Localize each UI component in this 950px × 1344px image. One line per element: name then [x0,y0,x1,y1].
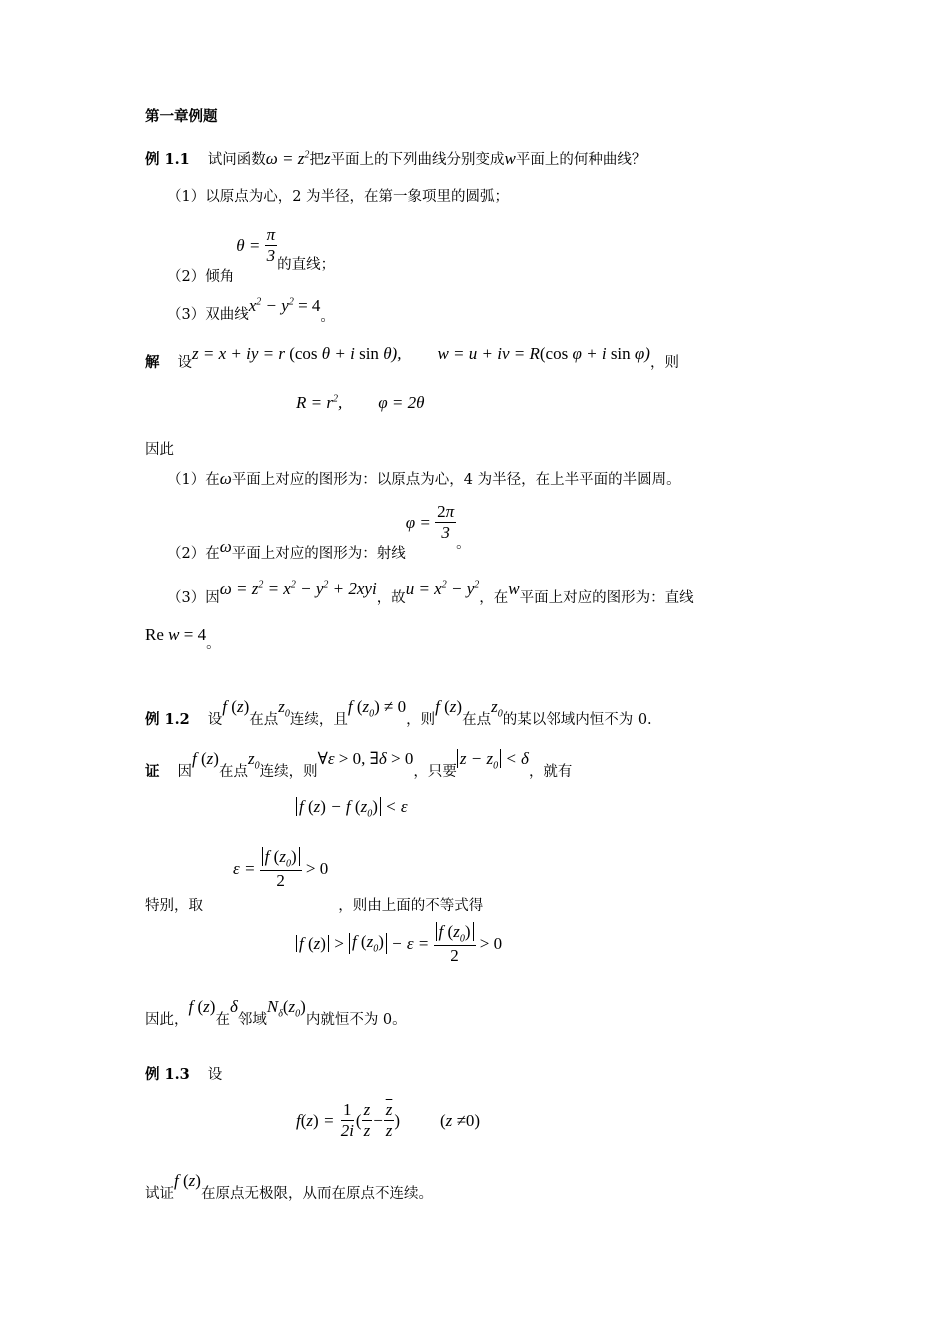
text: （2）倾角 [167,268,235,285]
formula-re-w: Re w = 4 [145,625,207,644]
formula-z-polar: z = x + iy = r (cos θ + i sin θ), [192,344,402,363]
formula-delta: δ [229,997,238,1016]
formula-lower-bound: f (z) > f $(z_0)$ − ε = $\frac{f (z_0)}{2}$ > 0 [296,922,502,965]
text: 连续，且 [289,712,348,728]
formula-f-z: f (z) [174,1171,201,1190]
proof-line [145,749,573,780]
example-label: 例 1.3 [145,1066,190,1083]
text: 内就恒不为 0。 [305,1012,407,1028]
text: ，只要 [413,764,457,780]
text: 特别，取 [145,898,203,915]
text: 试问函数 [207,152,266,168]
formula-w: ω [219,469,232,488]
solution-line [145,344,679,371]
formula-f-z: f (z) [188,997,216,1016]
text: 在点 [218,764,248,780]
text: 在 [215,1012,230,1028]
text: ，则 [406,712,436,728]
text: ，在 [479,590,509,606]
text: 在原点无极限，从而在原点不连续。 [200,1186,433,1202]
text: 。 [456,535,471,552]
conclusion-line [145,997,407,1028]
text: 平面上的何种曲线？ [515,152,647,168]
text: 把 [309,152,324,168]
formula-w: w [508,579,520,598]
formula-z0: $z_0$ [491,697,503,720]
text: 的某以邻域内恒不为 0. [502,712,652,728]
text: 设 [177,355,192,371]
formula-f-z: f (z) [222,697,250,716]
text: 。 [206,636,221,652]
formula-f-z0-neq-0: f $(z_0) \ne 0$ [347,697,407,720]
text: 平面上对应的图形为：以原点为心，4 为半径，在上半平面的半圆周。 [231,472,681,488]
example-1-3-question [145,1068,222,1083]
text: （1）在 [167,472,220,488]
formula-r-phi: $R = r^2$, φ = 2θ [296,393,425,412]
text: （3）因 [167,590,220,606]
text: 在点 [462,712,492,728]
formula-z: z [323,149,331,168]
text: ，则 [649,355,679,371]
answer-2 [167,502,471,562]
text: 连续，则 [259,764,318,780]
text: （3）双曲线 [167,307,249,323]
page-title: 第一章例题 [145,108,218,125]
text: 试证 [145,1186,174,1202]
formula-w-eq-z2: $\omega = z^2$ [265,149,310,168]
formula-hyperbola: $x^2 - y^2 = 4$ [248,296,321,315]
solution-label: 解 [145,354,160,371]
text: 。 [320,309,335,325]
text: 平面上对应的图形为：直线 [519,590,694,606]
answer-1 [167,470,681,488]
formula-f-z: f (z) [192,749,219,768]
text: 设 [207,1067,223,1083]
text: 平面上的下列曲线分别变成 [330,152,505,168]
text: ，则由上面的不等式得 [338,898,484,915]
formula-abs-f-diff-lt-eps: f (z) − f $(z_0) < \varepsilon$ [296,798,408,819]
answer-3-cont [145,625,221,652]
formula-theta-pi-3: θ = $\frac{\pi}{3}$ [236,225,276,265]
formula-z0: $z_0$ [247,749,260,772]
example-1-1-question [145,150,646,168]
item-3 [167,296,335,325]
formula-phi-2pi-3: φ = $\frac{2\pi}{3}$ [405,502,455,542]
text: 的直线； [277,256,336,273]
formula-u: $u = x^2 - y^2$ [405,579,480,598]
proof-label: 证 [145,763,160,780]
text: ，故 [376,590,406,606]
text: ，就有 [528,764,573,780]
text: 因此， [145,1012,189,1028]
formula-w: ω [219,536,232,556]
item-2 [167,225,336,285]
text: 因 [177,764,192,780]
therefore: 因此 [145,442,174,458]
formula-eps-choice: ε = $\frac{f (z_0)}{2}$ > 0 [233,847,329,890]
formula-abs-z-z0-lt-delta: $z - z_0 < \delta$ [457,749,529,768]
example-label: 例 1.1 [145,151,190,168]
text: 在点 [249,712,279,728]
prove-line [145,1171,433,1202]
text: 平面上对应的图形为：射线 [231,545,406,562]
example-label: 例 1.2 [145,711,190,728]
formula-forall-eps-exists-delta: ∀ε > 0, ∃δ > 0 [317,749,414,768]
text: （2）在 [167,545,220,562]
formula-z0: $z_0$ [278,697,290,720]
formula-f-def: f ( z ) = $\frac{1}{2i}$ ( $\frac{z}{z}$ − $\frac{\overline{z}}{z}$ ) ( z ≠ 0) [296,1100,481,1140]
formula-w: w [504,149,516,168]
item-1: （1）以原点为心，2 为半径，在第一象项里的圆弧； [167,189,510,205]
text: 设 [207,712,223,728]
formula-n-delta-z0: $N_\delta(z_0)$ [266,997,306,1020]
formula-w-expansion: $\omega = z^2 = x^2 - y^2 + 2xyi$ [219,579,377,598]
text: 邻域 [237,1012,267,1028]
answer-3 [167,579,694,606]
example-1-2-question [145,697,652,728]
formula-w-polar: w = u + iv = R(cos φ + i sin φ) [437,344,650,363]
special-line [145,847,484,915]
formula-f-z: f (z) [435,697,463,716]
